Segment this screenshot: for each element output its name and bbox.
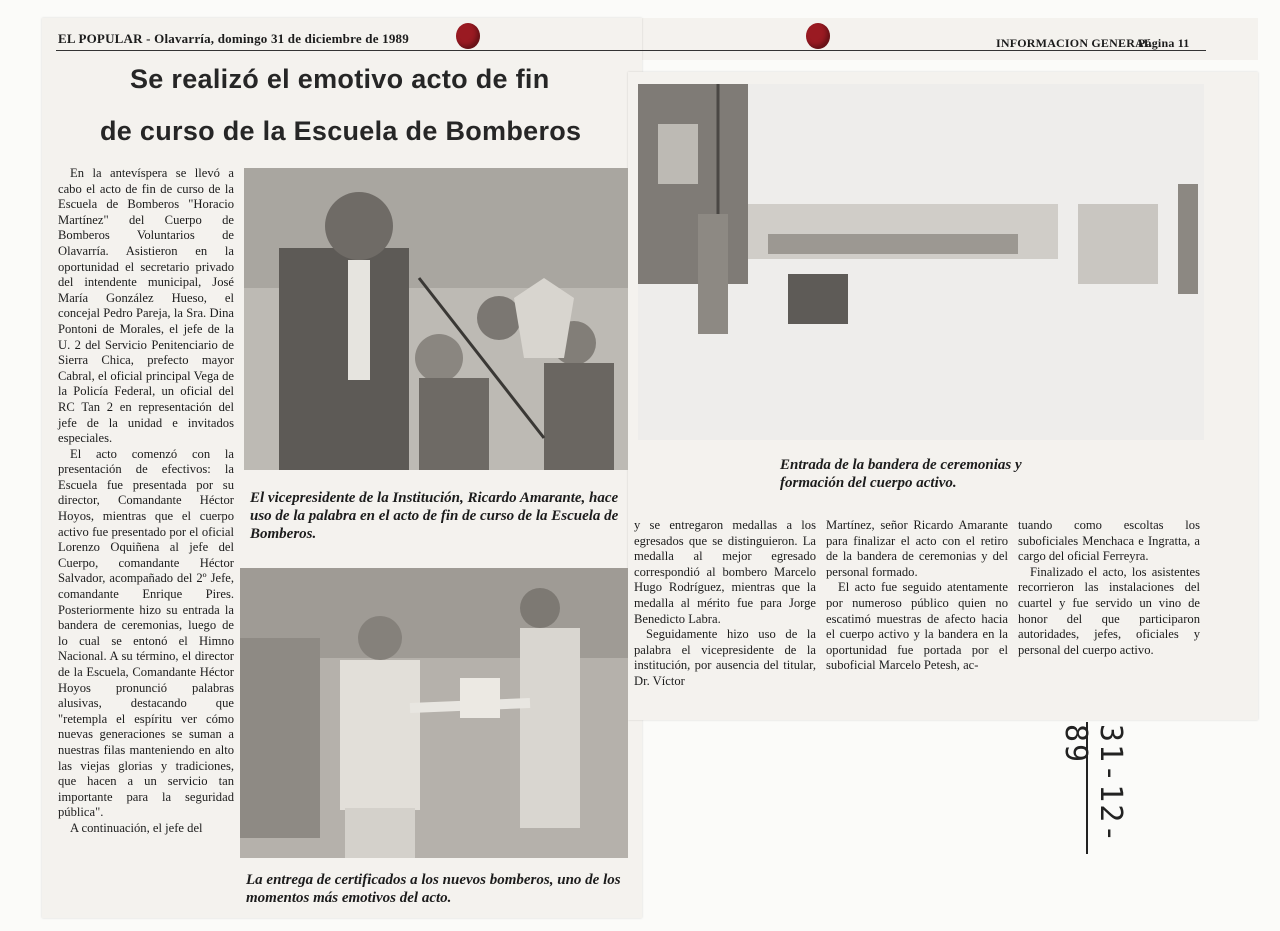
article-column-1 [58,166,234,837]
paragraph: tuando como escoltas los suboficiales Menchaca e Ingratta, a cargo del oficial Ferreyra. [1018,518,1200,564]
photo-speaker [244,168,628,470]
photo-certificates [240,568,628,858]
headline-line-1: Se realizó el emotivo acto de fin [130,64,550,94]
pin-icon [456,23,480,49]
page-number: Página 11 [1138,36,1190,50]
headline-line-2: de curso de la Escuela de Bomberos [100,116,582,146]
paragraph: A continuación, el jefe del [70,820,203,835]
caption-photo-speaker: El vicepresidente de la Institución, Ricardo Amarante, hace uso de la palabra en el acto de fin de curso de la Escuela de Bomberos. [250,490,619,542]
caption-photo-flag: Entrada de la bandera de ceremonias y formación del cuerpo activo. [780,457,1022,491]
paragraph: Finalizado el acto, los asistentes recorrieron las instalaciones del cuartel y fue servido un vino de honor del que participaron autoridades, jefes, oficiales y personal del cuerpo activo. [1018,564,1200,657]
paragraph: y se entregaron medallas a los egresados que se distinguieron. La medalla al mejor egresado correspondió al bombero Marcelo Hugo Rodríguez, mientras que la medalla al mérito fue para Jorge Benedicto Labra. [634,518,816,626]
article-column-3 [826,518,1008,674]
newspaper-header: EL POPULAR - Olavarría, domingo 31 de diciembre de 1989 [58,31,409,46]
caption-photo-certificates: La entrega de certificados a los nuevos bomberos, uno de los momentos más emotivos del acto. [246,872,621,906]
paragraph: El acto comenzó con la presentación de efectivos: la Escuela fue presentada por su director, Comandante Héctor Hoyos, mientras que el cuerpo activo fue presentado por el oficial Lorenzo Oquiñena al jefe del Cuerpo, comandante Héctor Salvador, acompañado del 2º Jefe, comandante Enrique Pires. Posteriormente hizo su entrada la bandera de ceremonias, luego de lo cual se entonó el Himno Nacional. A su término, el director de la Escuela, Comandante Héctor Hoyos pronunció palabras alusivas, destacando que "retempla el espíritu ver cómo nuevas generaciones se suman a nuestras filas manteniendo en alto las viejas glorias y tradiciones, que hacen a un servicio tan importante para la seguridad pública". [58,446,234,820]
paragraph: El acto fue seguido atentamente por numeroso público quien no escatimó muestras de afecto hacia el cuerpo activo y la bandera en la oportunidad fue portada por el suboficial Marcelo Petesh, ac- [826,580,1008,673]
photo-flag-entry [638,84,1204,440]
handwritten-date: 31-12-89 [1058,724,1128,845]
paragraph: Martínez, señor Ricardo Amarante para finalizar el acto con el retiro de la bandera de ceremonias y del personal formado. [826,518,1008,579]
section-label: INFORMACION GENERAL [996,36,1153,50]
pin-icon [806,23,830,49]
paragraph: En la antevíspera se llevó a cabo el acto de fin de curso de la Escuela de Bomberos "Horacio Martínez" del Cuerpo de Bomberos Voluntarios de Olavarría. Asistieron en la oportunidad el secretario privado del intendente municipal, José María González Hueso, el concejal Pedro Pareja, la Sra. Dina Pontoni de Morales, el jefe de la U. 2 del Servicio Penitenciario de Sierra Chica, prefecto mayor Cabral, el oficial principal Vega de la Policía Federal, un oficial del RC Tan 2 en representación del jefe de la unidad e invitados especiales. [58,166,234,446]
article-column-4 [1018,518,1200,658]
header-rule [56,50,1206,51]
paragraph: Seguidamente hizo uso de la palabra el vicepresidente de la institución, por ausencia del titular, Dr. Víctor [634,627,816,688]
article-column-2 [634,518,816,690]
